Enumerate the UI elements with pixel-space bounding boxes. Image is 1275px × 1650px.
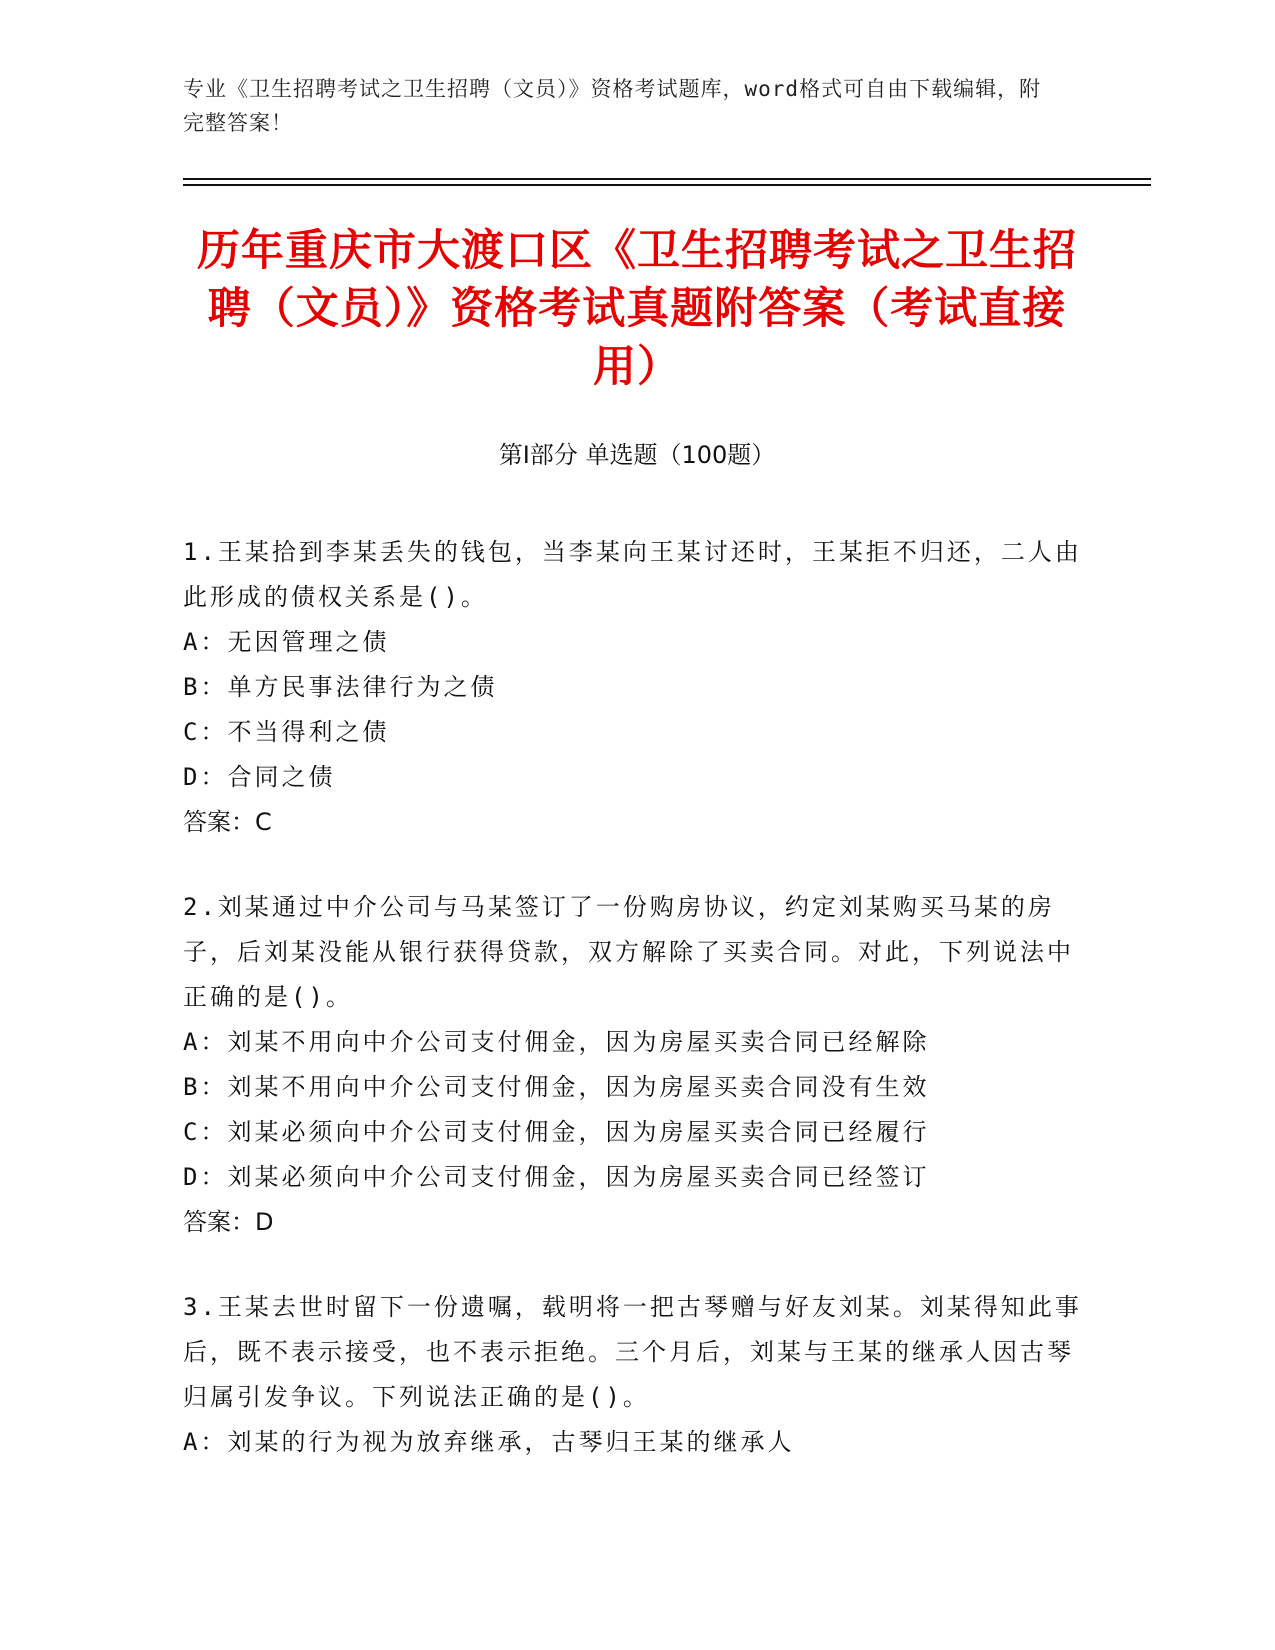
option-d: D：合同之债 — [183, 763, 336, 791]
option-a: A：无因管理之债 — [183, 628, 390, 656]
option-a: A：刘某不用向中介公司支付佣金，因为房屋买卖合同已经解除 — [183, 1028, 930, 1056]
question-3 — [183, 1285, 1083, 1465]
option-b: B：单方民事法律行为之债 — [183, 673, 498, 701]
question-stem: 3.王某去世时留下一份遗嘱，载明将一把古琴赠与好友刘某。刘某得知此事后，既不表示接受，也不表示拒绝。三个月后，刘某与王某的继承人因古琴归属引发争议。下列说法正确的是()。 — [183, 1293, 1082, 1411]
answer-line — [183, 1200, 1083, 1245]
header-rule-bottom — [183, 184, 1151, 186]
option-c: C：不当得利之债 — [183, 718, 390, 746]
answer-value: D — [255, 1208, 274, 1236]
document-title: 历年重庆市大渡口区《卫生招聘考试之卫生招聘（文员）》资格考试真题附答案（考试直接用） — [197, 226, 1077, 392]
answer-line — [183, 800, 1083, 845]
header-note: 专业《卫生招聘考试之卫生招聘（文员）》资格考试题库，word格式可自由下载编辑，附完整答案！ — [183, 77, 1042, 135]
question-list — [183, 530, 1083, 1505]
option-c: C：刘某必须向中介公司支付佣金，因为房屋买卖合同已经履行 — [183, 1118, 930, 1146]
question-2 — [183, 885, 1083, 1245]
answer-label: 答案： — [183, 1208, 255, 1236]
question-stem: 2.刘某通过中介公司与马某签订了一份购房协议，约定刘某购买马某的房子，后刘某没能从银行获得贷款，双方解除了买卖合同。对此，下列说法中正确的是()。 — [183, 893, 1074, 1011]
question-stem: 1.王某拾到李某丢失的钱包，当李某向王某讨还时，王某拒不归还，二人由此形成的债权关系是()。 — [183, 538, 1082, 611]
header-rule-top — [183, 178, 1151, 180]
option-a: A：刘某的行为视为放弃继承，古琴归王某的继承人 — [183, 1428, 795, 1456]
answer-label: 答案： — [183, 808, 255, 836]
answer-value: C — [255, 808, 272, 836]
option-b: B：刘某不用向中介公司支付佣金，因为房屋买卖合同没有生效 — [183, 1073, 930, 1101]
section-heading: 第Ⅰ部分 单选题（100题） — [498, 441, 776, 469]
question-1 — [183, 530, 1083, 845]
option-d: D：刘某必须向中介公司支付佣金，因为房屋买卖合同已经签订 — [183, 1163, 930, 1191]
